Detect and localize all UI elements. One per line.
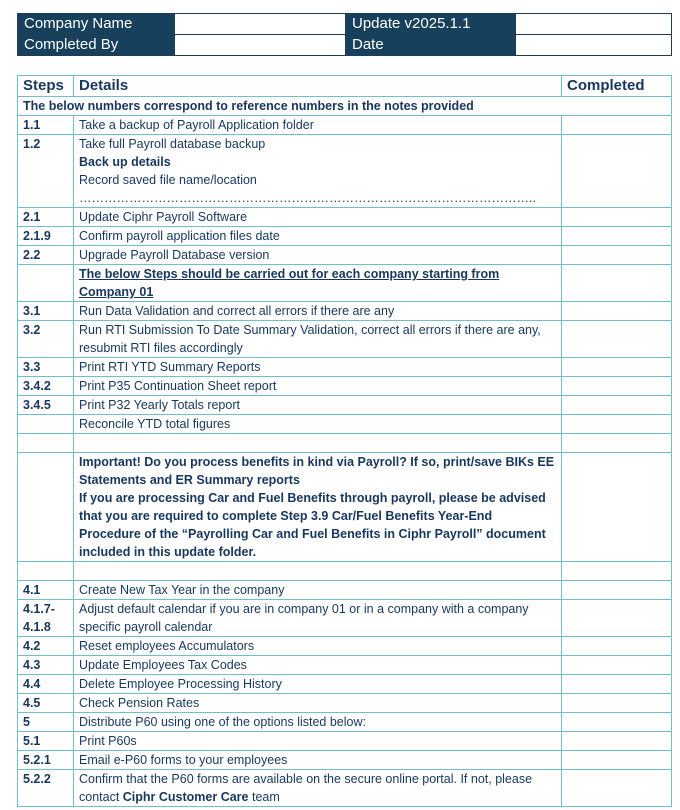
step-number: 4.3	[18, 656, 74, 675]
step-number: 4.4	[18, 675, 74, 694]
completed-cell[interactable]	[562, 116, 672, 135]
step-details-line: Take full Payroll database backup	[79, 137, 266, 151]
important-benefits-text: Important! Do you process benefits in kind via Payroll? If so, print/save BIKs EE Statements and ER Summary reports	[79, 455, 555, 487]
step-details: Run RTI Submission To Date Summary Validation, correct all errors if there are any, resubmit RTI files accordingly	[74, 321, 562, 358]
completed-cell[interactable]	[562, 227, 672, 246]
step-number: 5.2.1	[18, 751, 74, 770]
table-row	[18, 116, 672, 135]
empty-step-cell	[18, 562, 74, 581]
step-details	[74, 770, 562, 807]
dotted-fill-line[interactable]: ………………………………………………………………………………………………..	[79, 191, 536, 205]
step-number	[18, 600, 74, 637]
table-row	[18, 302, 672, 321]
table-row	[18, 227, 672, 246]
step-details: Update Ciphr Payroll Software	[74, 208, 562, 227]
col-details-header: Details	[74, 76, 562, 97]
important-note	[74, 453, 562, 562]
step-number: 5.2.2	[18, 770, 74, 807]
step-details: Adjust default calendar if you are in company 01 or in a company with a company specific payroll calendar	[74, 600, 562, 637]
table-row	[18, 377, 672, 396]
step-number: 3.3	[18, 358, 74, 377]
step-details: Print P60s	[74, 732, 562, 751]
table-row	[18, 135, 672, 208]
empty-details-cell	[74, 434, 562, 453]
table-row	[18, 246, 672, 265]
blank-row	[18, 562, 672, 581]
step-details: Create New Tax Year in the company	[74, 581, 562, 600]
completed-cell[interactable]	[562, 396, 672, 415]
completed-cell[interactable]	[562, 675, 672, 694]
table-row	[18, 713, 672, 732]
company-note-row	[18, 265, 672, 302]
completed-cell[interactable]	[562, 656, 672, 675]
step-details: Print P35 Continuation Sheet report	[74, 377, 562, 396]
completed-cell[interactable]	[562, 453, 672, 562]
header-table	[17, 13, 672, 56]
completed-cell[interactable]	[562, 208, 672, 227]
completed-by-label: Completed By	[18, 35, 175, 56]
completed-cell[interactable]	[562, 581, 672, 600]
empty-details-cell	[74, 562, 562, 581]
completed-cell[interactable]	[562, 321, 672, 358]
step-number: 3.1	[18, 302, 74, 321]
table-row	[18, 694, 672, 713]
table-row	[18, 732, 672, 751]
update-version-field[interactable]	[516, 14, 672, 35]
completed-cell[interactable]	[562, 637, 672, 656]
step-number: 2.1	[18, 208, 74, 227]
intro-row	[18, 97, 672, 116]
step-number: 1.1	[18, 116, 74, 135]
step-number: 5.1	[18, 732, 74, 751]
important-row	[18, 453, 672, 562]
completed-cell[interactable]	[562, 377, 672, 396]
table-row	[18, 581, 672, 600]
empty-step-cell	[18, 434, 74, 453]
company-name-field[interactable]	[175, 14, 346, 35]
table-row	[18, 600, 672, 637]
blank-row	[18, 434, 672, 453]
table-row	[18, 656, 672, 675]
step-details: Distribute P60 using one of the options listed below:	[74, 713, 562, 732]
completed-cell[interactable]	[562, 751, 672, 770]
step-number: 2.2	[18, 246, 74, 265]
step-number-line: 4.1.7-	[23, 602, 55, 616]
customer-care-name: Ciphr Customer Care	[122, 790, 249, 804]
completed-cell[interactable]	[562, 135, 672, 208]
empty-step-cell	[18, 415, 74, 434]
step-details: Run Data Validation and correct all errors if there are any	[74, 302, 562, 321]
empty-step-cell	[18, 453, 74, 562]
step-details: Reset employees Accumulators	[74, 637, 562, 656]
completed-cell[interactable]	[562, 302, 672, 321]
car-fuel-benefits-text: If you are processing Car and Fuel Benefits through payroll, please be advised that you are required to complete Step 3.9 Car/Fuel Benefits Year-End Procedure of the “Payrolling Car and Fuel Benefits in Ciphr Payroll” document included in this update folder.	[79, 491, 546, 559]
table-row	[18, 751, 672, 770]
table-row	[18, 415, 672, 434]
intro-text: The below numbers correspond to reference numbers in the notes provided	[18, 97, 672, 116]
date-label: Date	[346, 35, 516, 56]
step-details	[74, 135, 562, 208]
step-details: Print RTI YTD Summary Reports	[74, 358, 562, 377]
step-number: 1.2	[18, 135, 74, 208]
company-name-label: Company Name	[18, 14, 175, 35]
step-details-line: Record saved file name/location	[79, 173, 257, 187]
date-field[interactable]	[516, 35, 672, 56]
step-details: Check Pension Rates	[74, 694, 562, 713]
completed-cell[interactable]	[562, 358, 672, 377]
table-row	[18, 208, 672, 227]
table-row	[18, 321, 672, 358]
step-number: 4.1	[18, 581, 74, 600]
step-number: 3.4.5	[18, 396, 74, 415]
backup-details-heading: Back up details	[79, 155, 171, 169]
table-header-row	[18, 76, 672, 97]
table-row	[18, 396, 672, 415]
completed-cell[interactable]	[562, 600, 672, 637]
table-row	[18, 675, 672, 694]
step-details: Take a backup of Payroll Application folder	[74, 116, 562, 135]
company-note-text: The below Steps should be carried out for each company starting from Company 01	[74, 265, 562, 302]
step-number-line: 4.1.8	[23, 620, 51, 634]
step-details-text: Confirm that the P60 forms are available on the secure online portal. If not, please contact	[79, 772, 533, 804]
step-details: Update Employees Tax Codes	[74, 656, 562, 675]
completed-cell[interactable]	[562, 265, 672, 302]
col-completed-header: Completed	[562, 76, 672, 97]
table-row	[18, 770, 672, 807]
step-number: 3.2	[18, 321, 74, 358]
step-number: 4.5	[18, 694, 74, 713]
step-details: Confirm payroll application files date	[74, 227, 562, 246]
step-details: Email e-P60 forms to your employees	[74, 751, 562, 770]
completed-cell[interactable]	[562, 562, 672, 581]
steps-table	[17, 75, 672, 807]
step-details: Upgrade Payroll Database version	[74, 246, 562, 265]
update-version-label: Update v2025.1.1	[346, 14, 516, 35]
step-details: Delete Employee Processing History	[74, 675, 562, 694]
completed-cell[interactable]	[562, 713, 672, 732]
col-steps-header: Steps	[18, 76, 74, 97]
step-details: Print P32 Yearly Totals report	[74, 396, 562, 415]
completed-cell[interactable]	[562, 434, 672, 453]
table-row	[18, 637, 672, 656]
step-number: 5	[18, 713, 74, 732]
step-number: 4.2	[18, 637, 74, 656]
completed-cell[interactable]	[562, 246, 672, 265]
completed-cell[interactable]	[562, 415, 672, 434]
empty-step-cell	[18, 265, 74, 302]
step-number: 3.4.2	[18, 377, 74, 396]
completed-cell[interactable]	[562, 732, 672, 751]
step-details: Reconcile YTD total figures	[74, 415, 562, 434]
completed-cell[interactable]	[562, 770, 672, 807]
completed-by-field[interactable]	[175, 35, 346, 56]
completed-cell[interactable]	[562, 694, 672, 713]
step-details-tail: team	[248, 790, 280, 804]
table-row	[18, 358, 672, 377]
step-number: 2.1.9	[18, 227, 74, 246]
